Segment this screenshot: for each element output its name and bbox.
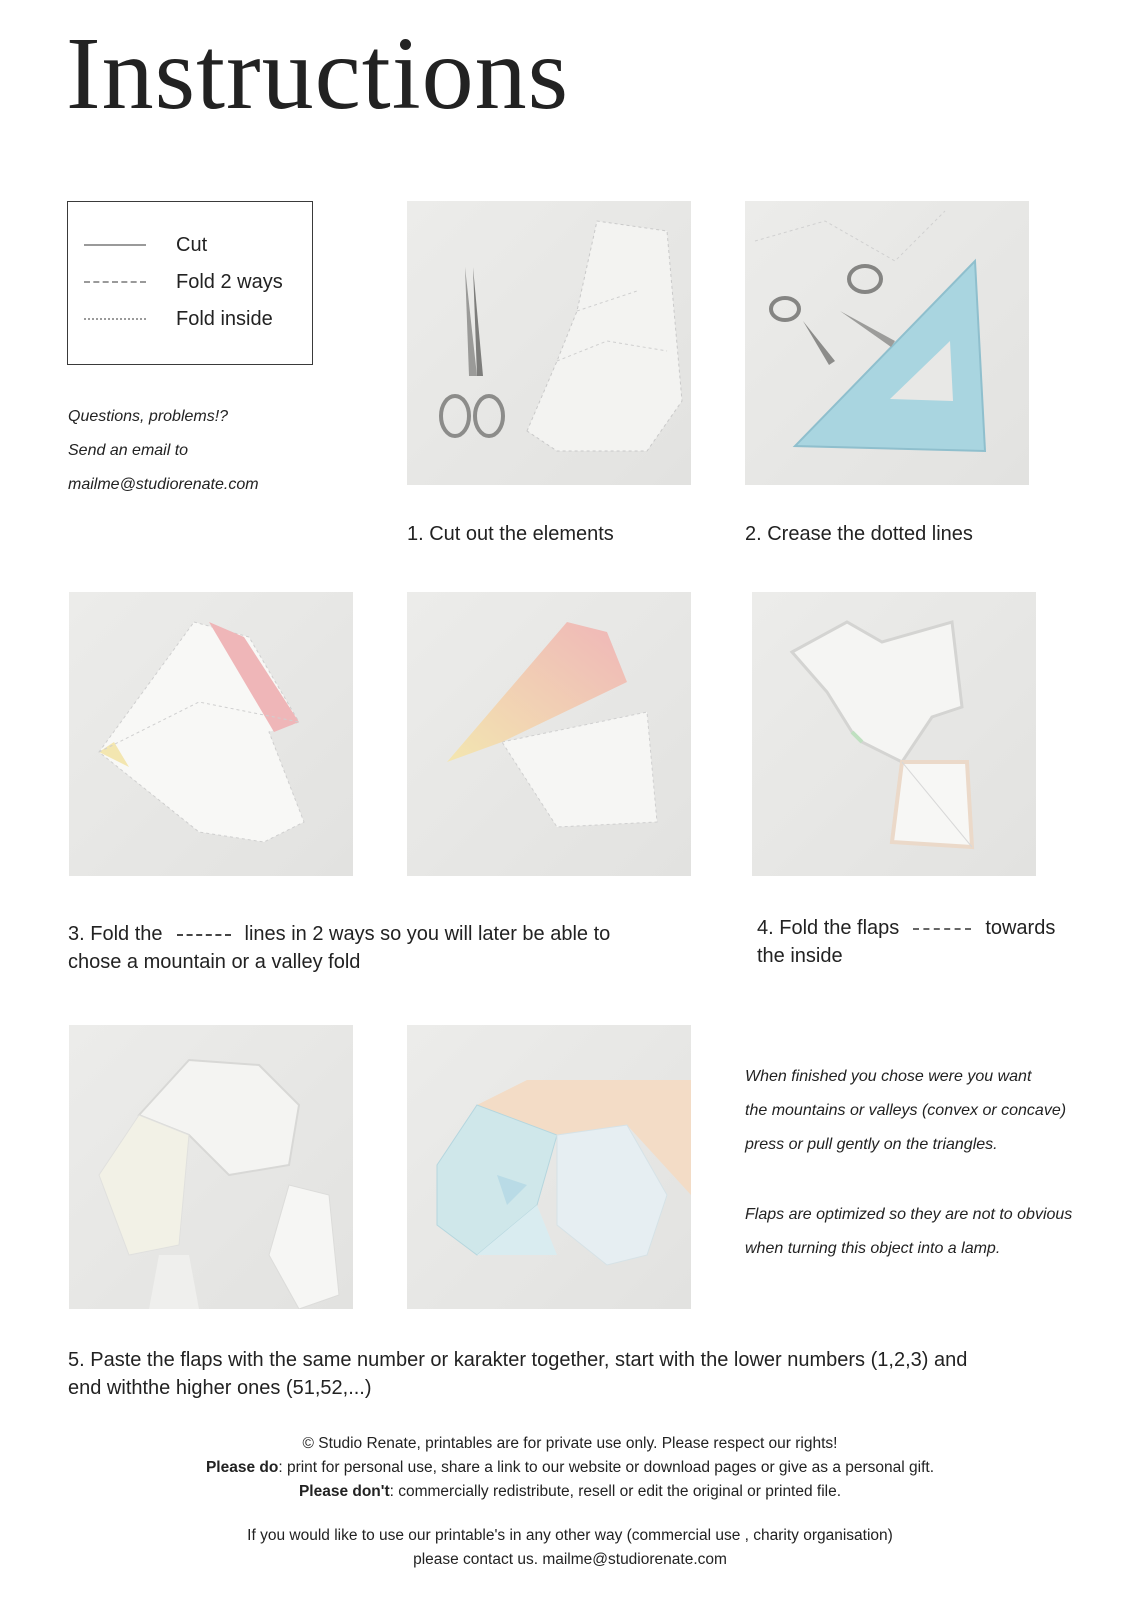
photo-fold-step-3b: [407, 592, 691, 876]
dotted-line-symbol: [913, 928, 971, 930]
help-question: Questions, problems!?: [68, 408, 229, 425]
flaps-note-line-2: when turning this object into a lamp.: [745, 1240, 1001, 1257]
assembled-shape-illustration: [69, 1025, 353, 1309]
page-title: Instructions: [66, 16, 570, 131]
please-do-label: Please do: [205, 1459, 279, 1476]
legend-label-fold-inside: Fold inside: [176, 307, 273, 330]
footer-please-do: [0, 1456, 1140, 1479]
finish-note-line-1: When finished you chose were you want: [745, 1068, 1032, 1085]
folded-gradient-paper-illustration: [407, 592, 691, 876]
photo-crease-lines: [745, 201, 1029, 485]
step-4-text-mid: towards: [985, 917, 1056, 939]
step-5-caption: [68, 1346, 967, 1402]
step-5-text-line-1: 5. Paste the flaps with the same number or karakter together, start with the lower numbers (1,2,3) and: [68, 1349, 968, 1371]
solid-line-sample: [84, 244, 146, 246]
scissors-paper-illustration: [407, 201, 691, 485]
please-dont-text: : commercially redistribute, resell or edit the original or printed file.: [389, 1483, 842, 1500]
help-send-email: Send an email to: [68, 442, 189, 459]
flaps-note-line-1: Flaps are optimized so they are not to obvious: [745, 1206, 1073, 1223]
footer-copyright: © Studio Renate, printables are for private use only. Please respect our rights!: [302, 1435, 838, 1452]
photo-paste-step-5b: [407, 1025, 691, 1309]
please-dont-label: Please don't: [298, 1483, 390, 1500]
legend-item-cut: [84, 230, 207, 260]
line-legend: [67, 201, 313, 365]
dashed-line-symbol: [177, 934, 231, 936]
photo-fold-step-4: [752, 592, 1036, 876]
footer-please-dont: [0, 1480, 1140, 1503]
ruler-scissors-illustration: [745, 201, 1029, 485]
folded-paper-illustration: [69, 592, 353, 876]
photo-paste-step-5a: [69, 1025, 353, 1309]
step-3-caption: [68, 920, 610, 976]
step-4-text-end: the inside: [757, 945, 843, 967]
photo-fold-step-3a: [69, 592, 353, 876]
legend-item-fold-2-ways: [84, 267, 283, 297]
dashed-line-sample: [84, 281, 146, 283]
photo-cut-elements: [407, 201, 691, 485]
step-4-caption: [757, 914, 1055, 970]
step-4-text-start: 4. Fold the flaps: [757, 917, 900, 939]
folded-flaps-illustration: [752, 592, 1036, 876]
please-do-text: : print for personal use, share a link to our website or download pages or give as a personal gift.: [278, 1459, 935, 1476]
finish-note-line-2: the mountains or valleys (convex or concave): [745, 1102, 1067, 1119]
step-5-text-line-2: end withthe higher ones (51,52,...): [68, 1377, 372, 1399]
footer-other-use: If you would like to use our printable's in any other way (commercial use , charity organisation): [247, 1527, 893, 1544]
legend-label-cut: Cut: [176, 233, 208, 256]
legend-label-fold-2-ways: Fold 2 ways: [176, 270, 283, 293]
step-3-text-mid: lines in 2 ways so you will later be able to: [244, 923, 611, 945]
step-3-text-end: chose a mountain or a valley fold: [68, 951, 361, 973]
legend-item-fold-inside: [84, 304, 273, 334]
footer-contact[interactable]: please contact us. mailme@studiorenate.com: [413, 1551, 727, 1568]
finish-note-line-3: press or pull gently on the triangles.: [745, 1136, 998, 1153]
help-email-link[interactable]: mailme@studiorenate.com: [68, 476, 259, 493]
step-1-caption: 1. Cut out the elements: [407, 523, 614, 545]
dotted-line-sample: [84, 318, 146, 320]
step-2-caption: 2. Crease the dotted lines: [745, 523, 973, 545]
pastel-assembled-shape-illustration: [407, 1025, 691, 1309]
step-3-text-start: 3. Fold the: [68, 923, 163, 945]
